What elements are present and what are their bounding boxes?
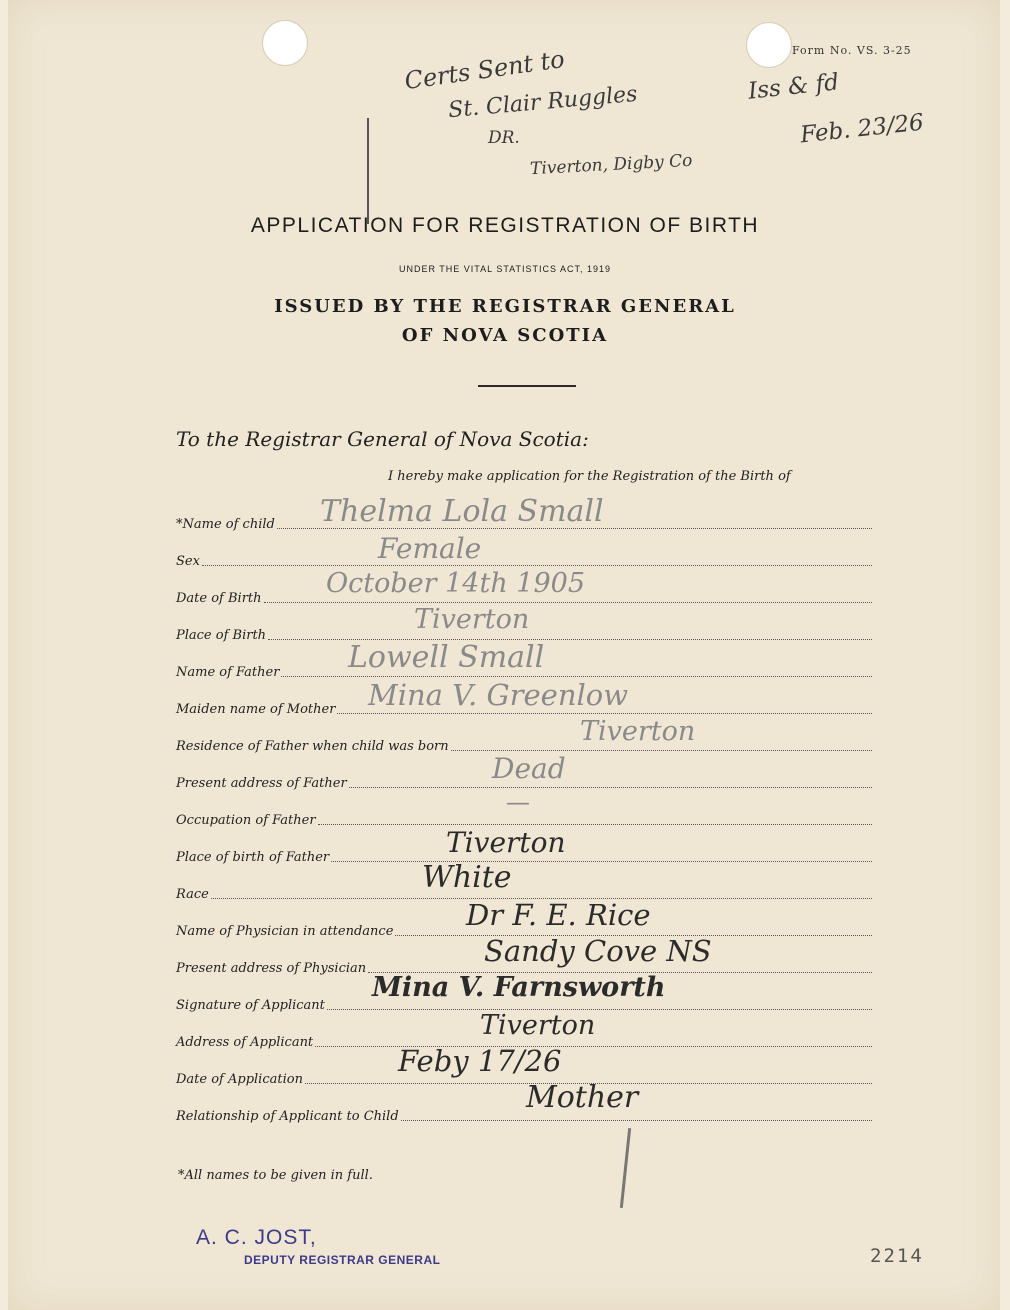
field-label: Sex xyxy=(176,554,200,569)
stamp-title: DEPUTY REGISTRAR GENERAL xyxy=(244,1253,441,1267)
field-label: Maiden name of Mother xyxy=(176,702,336,717)
field-label: Date of Application xyxy=(176,1072,303,1087)
footnote: *All names to be given in full. xyxy=(178,1168,373,1183)
field-value-physician-address: Sandy Cove NS xyxy=(484,934,712,968)
dotted-line xyxy=(281,676,872,677)
dotted-line xyxy=(318,824,872,825)
field-label: Residence of Father when child was born xyxy=(176,739,449,754)
field-label: Place of Birth xyxy=(176,628,267,643)
document-title: APPLICATION FOR REGISTRATION OF BIRTH xyxy=(250,214,760,237)
dotted-line xyxy=(264,602,872,603)
field-value-name-of-child: Thelma Lola Small xyxy=(320,494,604,529)
field-label: Relationship of Applicant to Child xyxy=(176,1109,399,1124)
annotation-dr: DR. xyxy=(488,128,520,148)
field-value-maiden-name-mother: Mina V. Greenlow xyxy=(368,678,629,712)
field-value-name-of-father: Lowell Small xyxy=(348,640,545,675)
field-label: Name of Father xyxy=(176,665,280,680)
field-label: *Name of child xyxy=(176,517,275,532)
title-divider xyxy=(478,385,576,387)
stamp-name: A. C. JOST, xyxy=(196,1226,317,1249)
field-value-race: White xyxy=(422,860,512,895)
punch-hole-right xyxy=(746,22,792,68)
field-label: Address of Applicant xyxy=(176,1035,314,1050)
dotted-line xyxy=(331,861,872,862)
dotted-line xyxy=(451,750,872,751)
field-value-place-of-birth: Tiverton xyxy=(414,604,530,635)
field-value-date-application: Feby 17/26 xyxy=(398,1044,562,1078)
field-value-date-of-birth: October 14th 1905 xyxy=(326,568,586,599)
salutation: To the Registrar General of Nova Scotia: xyxy=(176,427,589,451)
field-label: Race xyxy=(176,887,209,902)
preamble: I hereby make application for the Registration of the Birth of xyxy=(388,469,791,484)
field-relationship xyxy=(176,1104,872,1124)
field-label: Signature of Applicant xyxy=(176,998,325,1013)
field-label: Date of Birth xyxy=(176,591,262,606)
field-sex xyxy=(176,549,872,569)
field-value-physician-name: Dr F. E. Rice xyxy=(466,898,651,932)
dotted-line xyxy=(337,713,872,714)
form-number: Form No. VS. 3-25 xyxy=(792,44,912,57)
annotation-recipient: St. Clair Ruggles xyxy=(447,81,639,124)
act-reference: UNDER THE VITAL STATISTICS ACT, 1919 xyxy=(398,264,612,274)
punch-hole-left xyxy=(262,20,308,66)
issuer-line-2: OF NOVA SCOTIA xyxy=(401,325,609,346)
field-value-sex: Female xyxy=(378,532,482,565)
field-value-present-address-father: Dead xyxy=(492,752,566,785)
annotation-issue-date: Feb. 23/26 xyxy=(798,109,925,149)
field-residence-father xyxy=(176,734,872,754)
issuer-line-1: ISSUED BY THE REGISTRAR GENERAL xyxy=(274,296,736,317)
field-value-relationship: Mother xyxy=(526,1080,639,1115)
dotted-line xyxy=(202,565,872,566)
field-value-signature-applicant: Mina V. Farnsworth xyxy=(372,972,666,1003)
annotation-certs-sent: Certs Sent to xyxy=(402,44,567,96)
field-label: Present address of Physician xyxy=(176,961,367,976)
field-label: Place of birth of Father xyxy=(176,850,330,865)
serial-number: 2214 xyxy=(870,1245,924,1267)
field-label: Name of Physician in attendance xyxy=(176,924,394,939)
annotation-issued: Iss & fd xyxy=(746,69,841,105)
field-value-occupation-father: — xyxy=(506,788,530,816)
field-label: Occupation of Father xyxy=(176,813,316,828)
field-value-address-applicant: Tiverton xyxy=(480,1010,596,1041)
field-value-residence-father: Tiverton xyxy=(580,716,696,747)
annotation-place: Tiverton, Digby Co xyxy=(529,150,693,180)
field-label: Present address of Father xyxy=(176,776,347,791)
pencil-mark-top xyxy=(367,118,369,224)
dotted-line xyxy=(401,1120,872,1121)
dotted-line xyxy=(349,787,872,788)
field-value-place-birth-father: Tiverton xyxy=(446,826,566,859)
dotted-line xyxy=(327,1009,872,1010)
